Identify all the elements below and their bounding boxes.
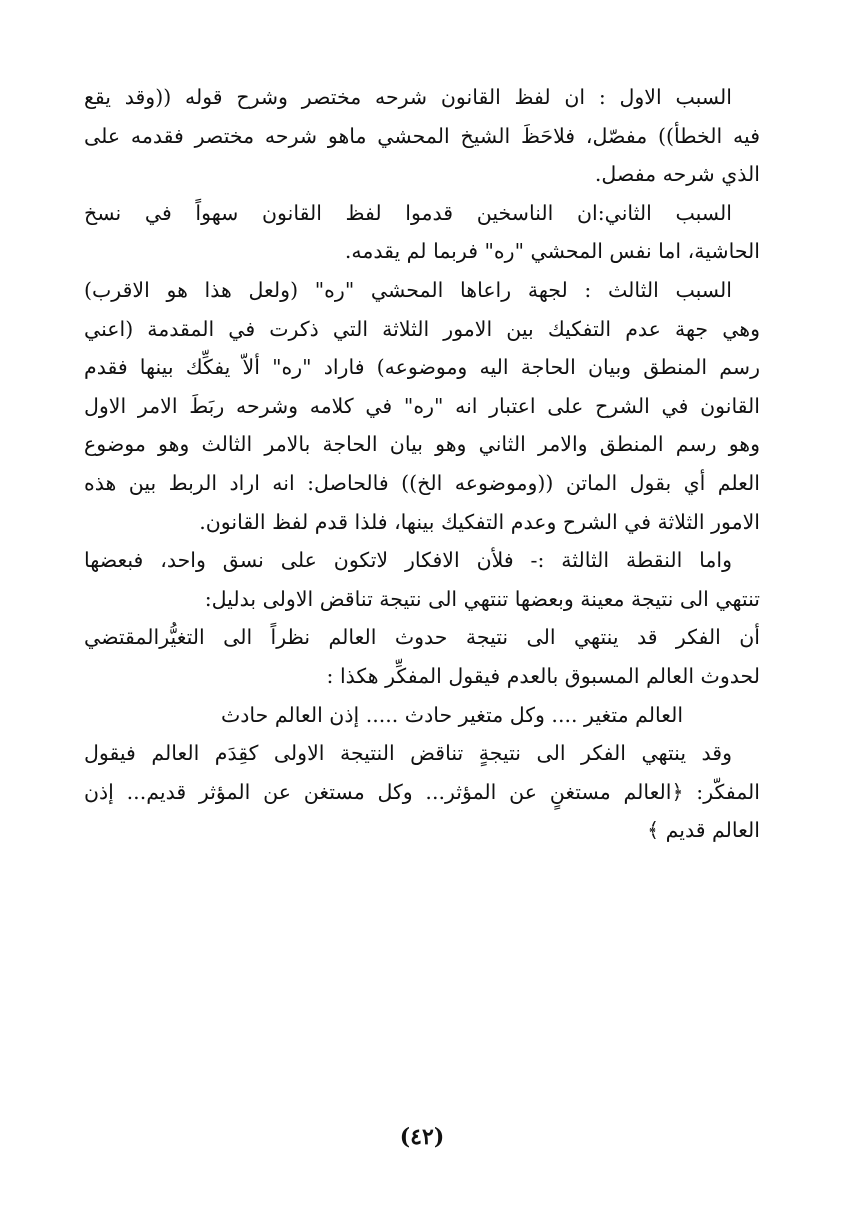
text-line: وهي جهة عدم التفكيك بين الامور الثلاثة التي ذكرت في المقدمة (اعني xyxy=(84,316,760,341)
text-line: فيه الخطأ)) مفصّل، فلاحَظَ الشيخ المحشي ماهو شرحه مختصر فقدمه على xyxy=(84,123,760,148)
text-line: الامور الثلاثة في الشرح وعدم التفكيك بينها، فلذا قدم لفظ القانون. xyxy=(199,509,760,534)
text-line: رسم المنطق وبيان الحاجة اليه وموضوعه) فاراد "ره" ألاّ يفكِّك بينها فقدم xyxy=(84,355,760,380)
text-line: العالم قديم ﴾ xyxy=(647,818,760,843)
text-line: الحاشية، اما نفس المحشي "ره" فربما لم يقدمه. xyxy=(344,239,760,264)
text-line: العالم متغير .... وكل متغير حادث ..... إذن العالم حادث xyxy=(220,702,684,727)
page-number: (٤٢) xyxy=(399,1124,445,1150)
text-line: وقد ينتهي الفكر الى نتيجةٍ تناقض النتيجة الاولى كقِدَم العالم فيقول xyxy=(84,741,732,766)
text-line: واما النقطة الثالثة :- فلأن الافكار لاتكون على نسق واحد، فبعضها xyxy=(84,548,732,573)
body-text xyxy=(84,78,760,850)
text-line: السبب الثالث : لجهة راعاها المحشي "ره" (ولعل هذا هو الاقرب) xyxy=(84,277,732,302)
text-line: السبب الثاني:ان الناسخين قدموا لفظ القانون سهواً في نسخ xyxy=(84,200,732,225)
text-line: وهو رسم المنطق والامر الثاني وهو بيان الحاجة بالامر الثالث وهو موضوع xyxy=(84,432,760,457)
text-line: السبب الاول : ان لفظ القانون شرحه مختصر وشرح قوله ((وقد يقع xyxy=(84,85,732,109)
text-line: أن الفكر قد ينتهي الى نتيجة حدوث العالم نظراً الى التغيُّرالمقتضي xyxy=(84,625,760,650)
text-line: العلم أي بقول الماتن ((وموضوعه الخ)) فالحاصل: انه اراد الربط بين هذه xyxy=(84,470,760,495)
text-line: الذي شرحه مفصل. xyxy=(594,162,760,187)
text-line: تنتهي الى نتيجة معينة وبعضها تنتهي الى نتيجة تناقض الاولى بدليل: xyxy=(204,586,760,611)
text-line: لحدوث العالم المسبوق بالعدم فيقول المفكِّر هكذا : xyxy=(326,663,760,688)
text-line: القانون في الشرح على اعتبار انه "ره" في كلامه وشرحه ربَطَ الامر الاول xyxy=(84,393,760,418)
text-line: المفكّر: ﴿العالم مستغنٍ عن المؤثر... وكل مستغن عن المؤثر قديم... إذن xyxy=(84,779,760,804)
